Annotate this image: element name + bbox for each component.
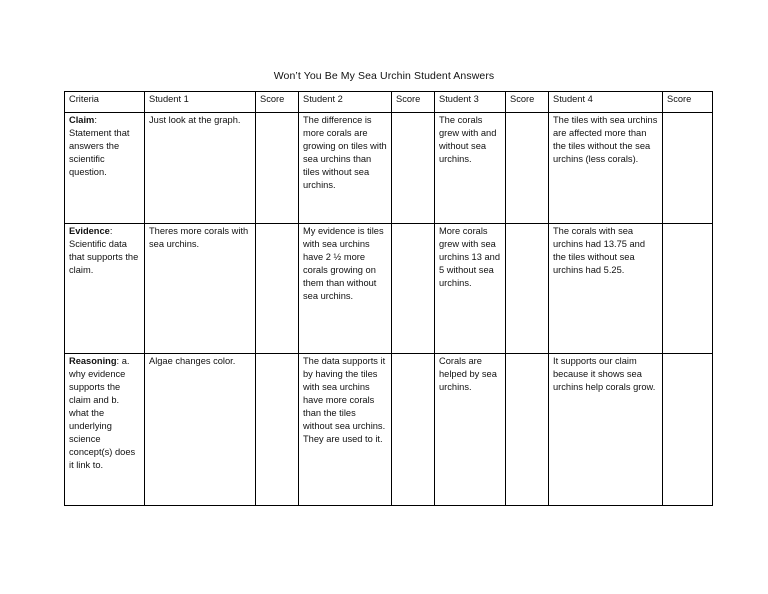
student-1-answer: Theres more corals with sea urchins. — [145, 224, 256, 354]
student-3-answer: More corals grew with sea urchins 13 and 5 without sea urchins. — [435, 224, 506, 354]
student-4-score[interactable] — [663, 224, 713, 354]
criterion-description: why evidence supports the claim and b. what the underlying science concept(s) does it link to. — [69, 369, 136, 470]
student-3-score[interactable] — [506, 224, 549, 354]
student-2-score[interactable] — [392, 113, 435, 224]
header-score-2: Score — [392, 92, 435, 113]
header-student-2: Student 2 — [299, 92, 392, 113]
header-student-4: Student 4 — [549, 92, 663, 113]
criterion-name: Claim — [69, 115, 95, 125]
student-2-answer: My evidence is tiles with sea urchins have 2 ½ more corals growing on them than without sea urchins. — [299, 224, 392, 354]
header-score-4: Score — [663, 92, 713, 113]
student-3-score[interactable] — [506, 354, 549, 506]
student-3-answer: Corals are helped by sea urchins. — [435, 354, 506, 506]
student-2-score[interactable] — [392, 354, 435, 506]
criterion-name: Reasoning — [69, 356, 117, 366]
student-4-answer: The corals with sea urchins had 13.75 and the tiles without sea urchins had 5.25. — [549, 224, 663, 354]
student-1-score[interactable] — [256, 224, 299, 354]
student-3-score[interactable] — [506, 113, 549, 224]
student-3-answer: The corals grew with and without sea urchins. — [435, 113, 506, 224]
student-4-answer: The tiles with sea urchins are affected more than the tiles without the sea urchins (less corals). — [549, 113, 663, 224]
student-4-answer: It supports our claim because it shows sea urchins help corals grow. — [549, 354, 663, 506]
table-row — [65, 354, 713, 506]
criteria-cell-evidence — [65, 224, 145, 354]
criterion-description: Scientific data that supports the claim. — [69, 239, 139, 275]
header-student-1: Student 1 — [145, 92, 256, 113]
student-4-score[interactable] — [663, 113, 713, 224]
criterion-separator: : — [94, 115, 97, 125]
criteria-cell-claim — [65, 113, 145, 224]
rubric-table — [64, 91, 713, 506]
student-2-answer: The data supports it by having the tiles with sea urchins have more corals than the tiles without sea urchins. They are used to it. — [299, 354, 392, 506]
criterion-description: Statement that answers the scientific question. — [69, 128, 130, 177]
student-4-score[interactable] — [663, 354, 713, 506]
student-2-answer: The difference is more corals are growing on tiles with sea urchins than tiles without sea urchins. — [299, 113, 392, 224]
student-2-score[interactable] — [392, 224, 435, 354]
header-criteria: Criteria — [65, 92, 145, 113]
header-row — [65, 92, 713, 113]
document-title: Won’t You Be My Sea Urchin Student Answers — [273, 70, 495, 82]
header-student-3: Student 3 — [435, 92, 506, 113]
criterion-separator: : — [109, 226, 113, 236]
student-1-score[interactable] — [256, 354, 299, 506]
criterion-separator: : a. — [116, 356, 130, 366]
student-1-answer: Algae changes color. — [145, 354, 256, 506]
header-score-1: Score — [256, 92, 299, 113]
student-1-score[interactable] — [256, 113, 299, 224]
table-row — [65, 113, 713, 224]
table-row — [65, 224, 713, 354]
criterion-name: Evidence — [69, 226, 110, 236]
student-1-answer: Just look at the graph. — [145, 113, 256, 224]
criteria-cell-reasoning — [65, 354, 145, 506]
header-score-3: Score — [506, 92, 549, 113]
